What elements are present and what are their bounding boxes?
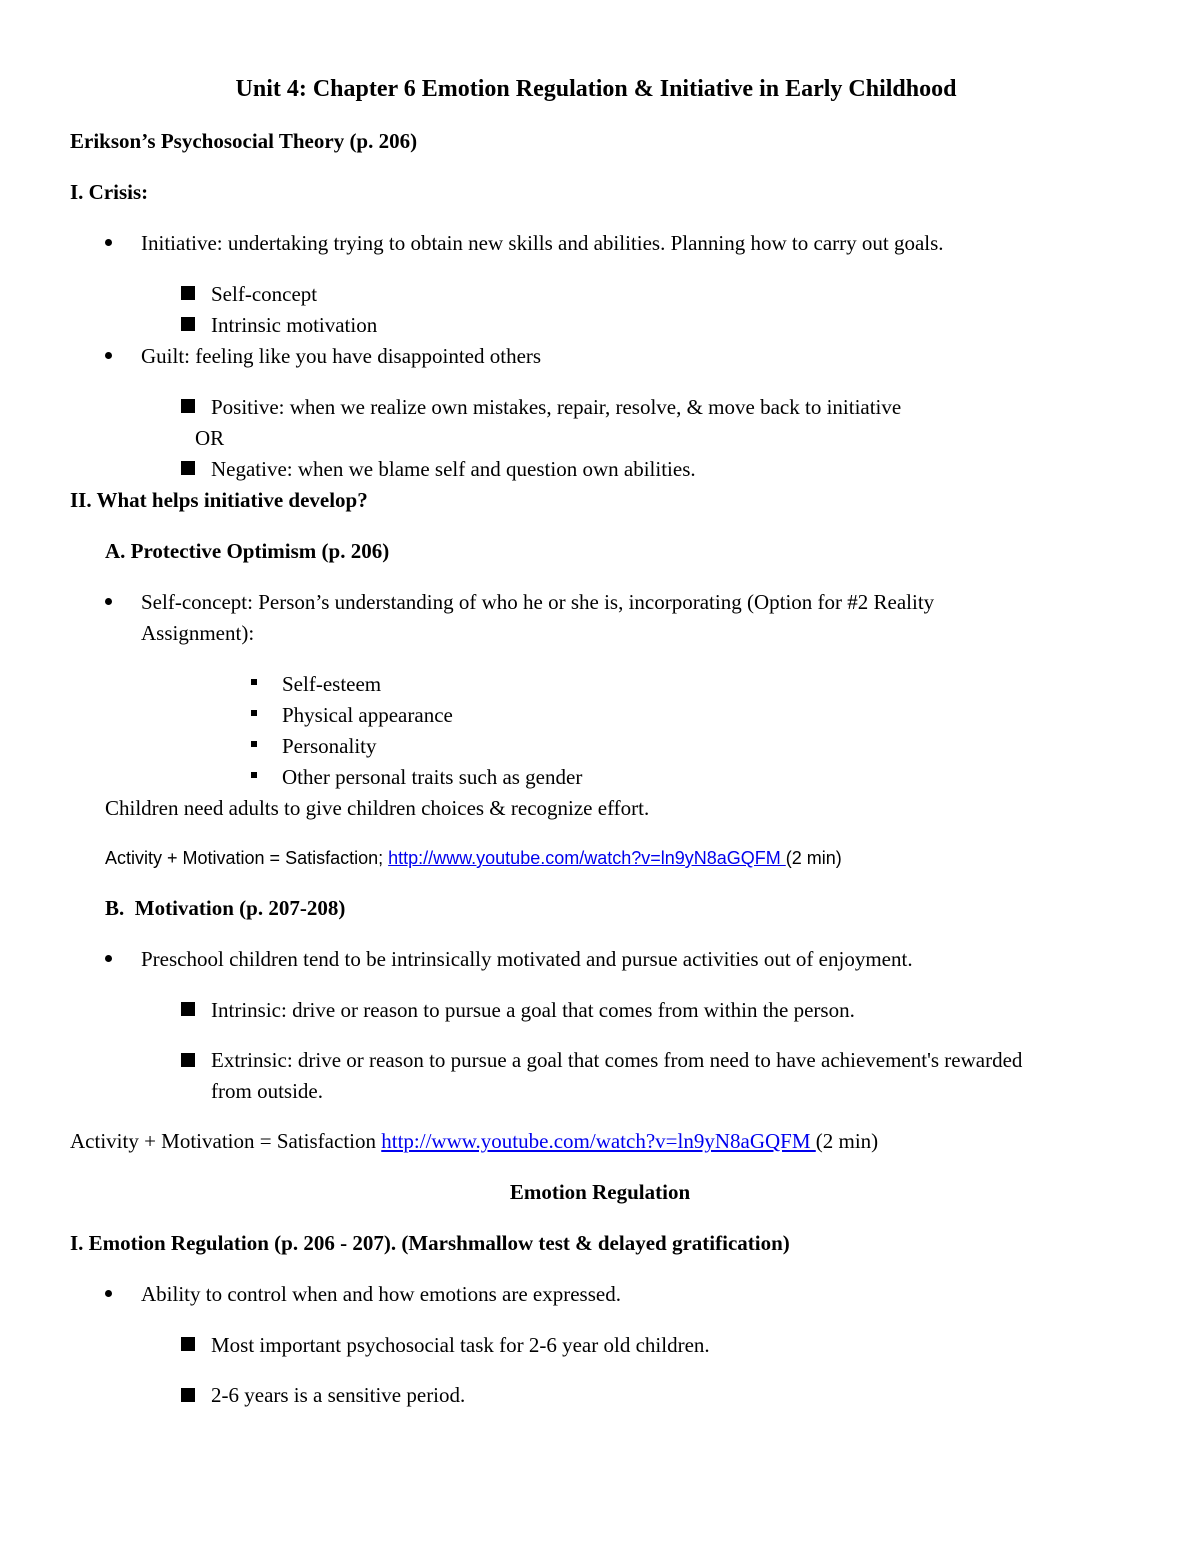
duration-text: (2 min): [815, 1129, 879, 1153]
youtube-link[interactable]: http://www.youtube.com/watch?v=ln9yN8aGQFM: [381, 1129, 816, 1153]
initiative-sub-self-concept: Self-concept: [211, 282, 318, 306]
small-square-bullet: [251, 679, 257, 685]
small-square-bullet: [251, 710, 257, 716]
square-bullet: [181, 317, 195, 331]
guilt-definition: Guilt: feeling like you have disappointed others: [141, 344, 542, 368]
self-concept-definition: Self-concept: Person’s understanding of who he or she is, incorporating (Option for #2 Reality: [141, 590, 935, 614]
square-bullet: [181, 286, 195, 300]
square-bullet: [181, 399, 195, 413]
intrinsic-definition: Intrinsic: drive or reason to pursue a goal that comes from within the person.: [211, 998, 855, 1022]
square-bullet: [181, 1053, 195, 1067]
or-text: OR: [195, 426, 225, 450]
self-concept-item: Self-esteem: [282, 672, 382, 696]
initiative-definition: Initiative: undertaking trying to obtain new skills and abilities. Planning how to carry out goals.: [141, 231, 944, 255]
ability-text: Ability to control when and how emotions are expressed.: [141, 1282, 621, 1306]
small-square-bullet: [251, 772, 257, 778]
page-title: Unit 4: Chapter 6 Emotion Regulation & Initiative in Early Childhood: [235, 76, 957, 102]
duration-text: (2 min): [785, 848, 842, 868]
youtube-link[interactable]: http://www.youtube.com/watch?v=ln9yN8aGQFM: [388, 848, 786, 868]
initiative-sub-intrinsic-motivation: Intrinsic motivation: [211, 313, 378, 337]
self-concept-item: Other personal traits such as gender: [282, 765, 583, 789]
extrinsic-definition: Extrinsic: drive or reason to pursue a goal that comes from need to have achievement's rewarded: [211, 1048, 1023, 1072]
emotion-regulation-subheading: I. Emotion Regulation (p. 206 - 207). (Marshmallow test & delayed gratification): [70, 1231, 790, 1255]
helps-heading: II. What helps initiative develop?: [70, 488, 368, 512]
preschool-text: Preschool children tend to be intrinsically motivated and pursue activities out of enjoyment.: [141, 947, 913, 971]
square-bullet: [181, 1002, 195, 1016]
guilt-positive: Positive: when we realize own mistakes, repair, resolve, & move back to initiative: [211, 395, 902, 419]
children-need-text: Children need adults to give children choices & recognize effort.: [105, 796, 650, 820]
erikson-heading: Erikson’s Psychosocial Theory (p. 206): [70, 129, 418, 153]
square-bullet: [181, 461, 195, 475]
guilt-negative: Negative: when we blame self and question own abilities.: [211, 457, 696, 481]
bullet-dot: [105, 352, 112, 359]
sensitive-period-text: 2-6 years is a sensitive period.: [211, 1383, 466, 1407]
bullet-dot: [105, 955, 112, 962]
square-bullet: [181, 1388, 195, 1402]
small-square-bullet: [251, 741, 257, 747]
emotion-regulation-heading: Emotion Regulation: [509, 1180, 691, 1204]
activity-text: Activity + Motivation = Satisfaction;: [105, 848, 389, 868]
bullet-dot: [105, 239, 112, 246]
square-bullet: [181, 1337, 195, 1351]
bullet-dot: [105, 598, 112, 605]
self-concept-item: Physical appearance: [282, 703, 453, 727]
protective-optimism-heading: A. Protective Optimism (p. 206): [105, 539, 390, 563]
motivation-heading: B. Motivation (p. 207-208): [105, 896, 346, 920]
activity-line-small: [105, 849, 842, 867]
activity-line-large: [70, 1131, 878, 1152]
self-concept-item: Personality: [282, 734, 377, 758]
crisis-heading: I. Crisis:: [70, 180, 149, 204]
activity-text: Activity + Motivation = Satisfaction: [70, 1129, 382, 1153]
most-important-text: Most important psychosocial task for 2-6 year old children.: [211, 1333, 710, 1357]
self-concept-definition-cont: Assignment):: [141, 621, 255, 645]
bullet-dot: [105, 1290, 112, 1297]
extrinsic-definition-cont: from outside.: [211, 1079, 323, 1103]
